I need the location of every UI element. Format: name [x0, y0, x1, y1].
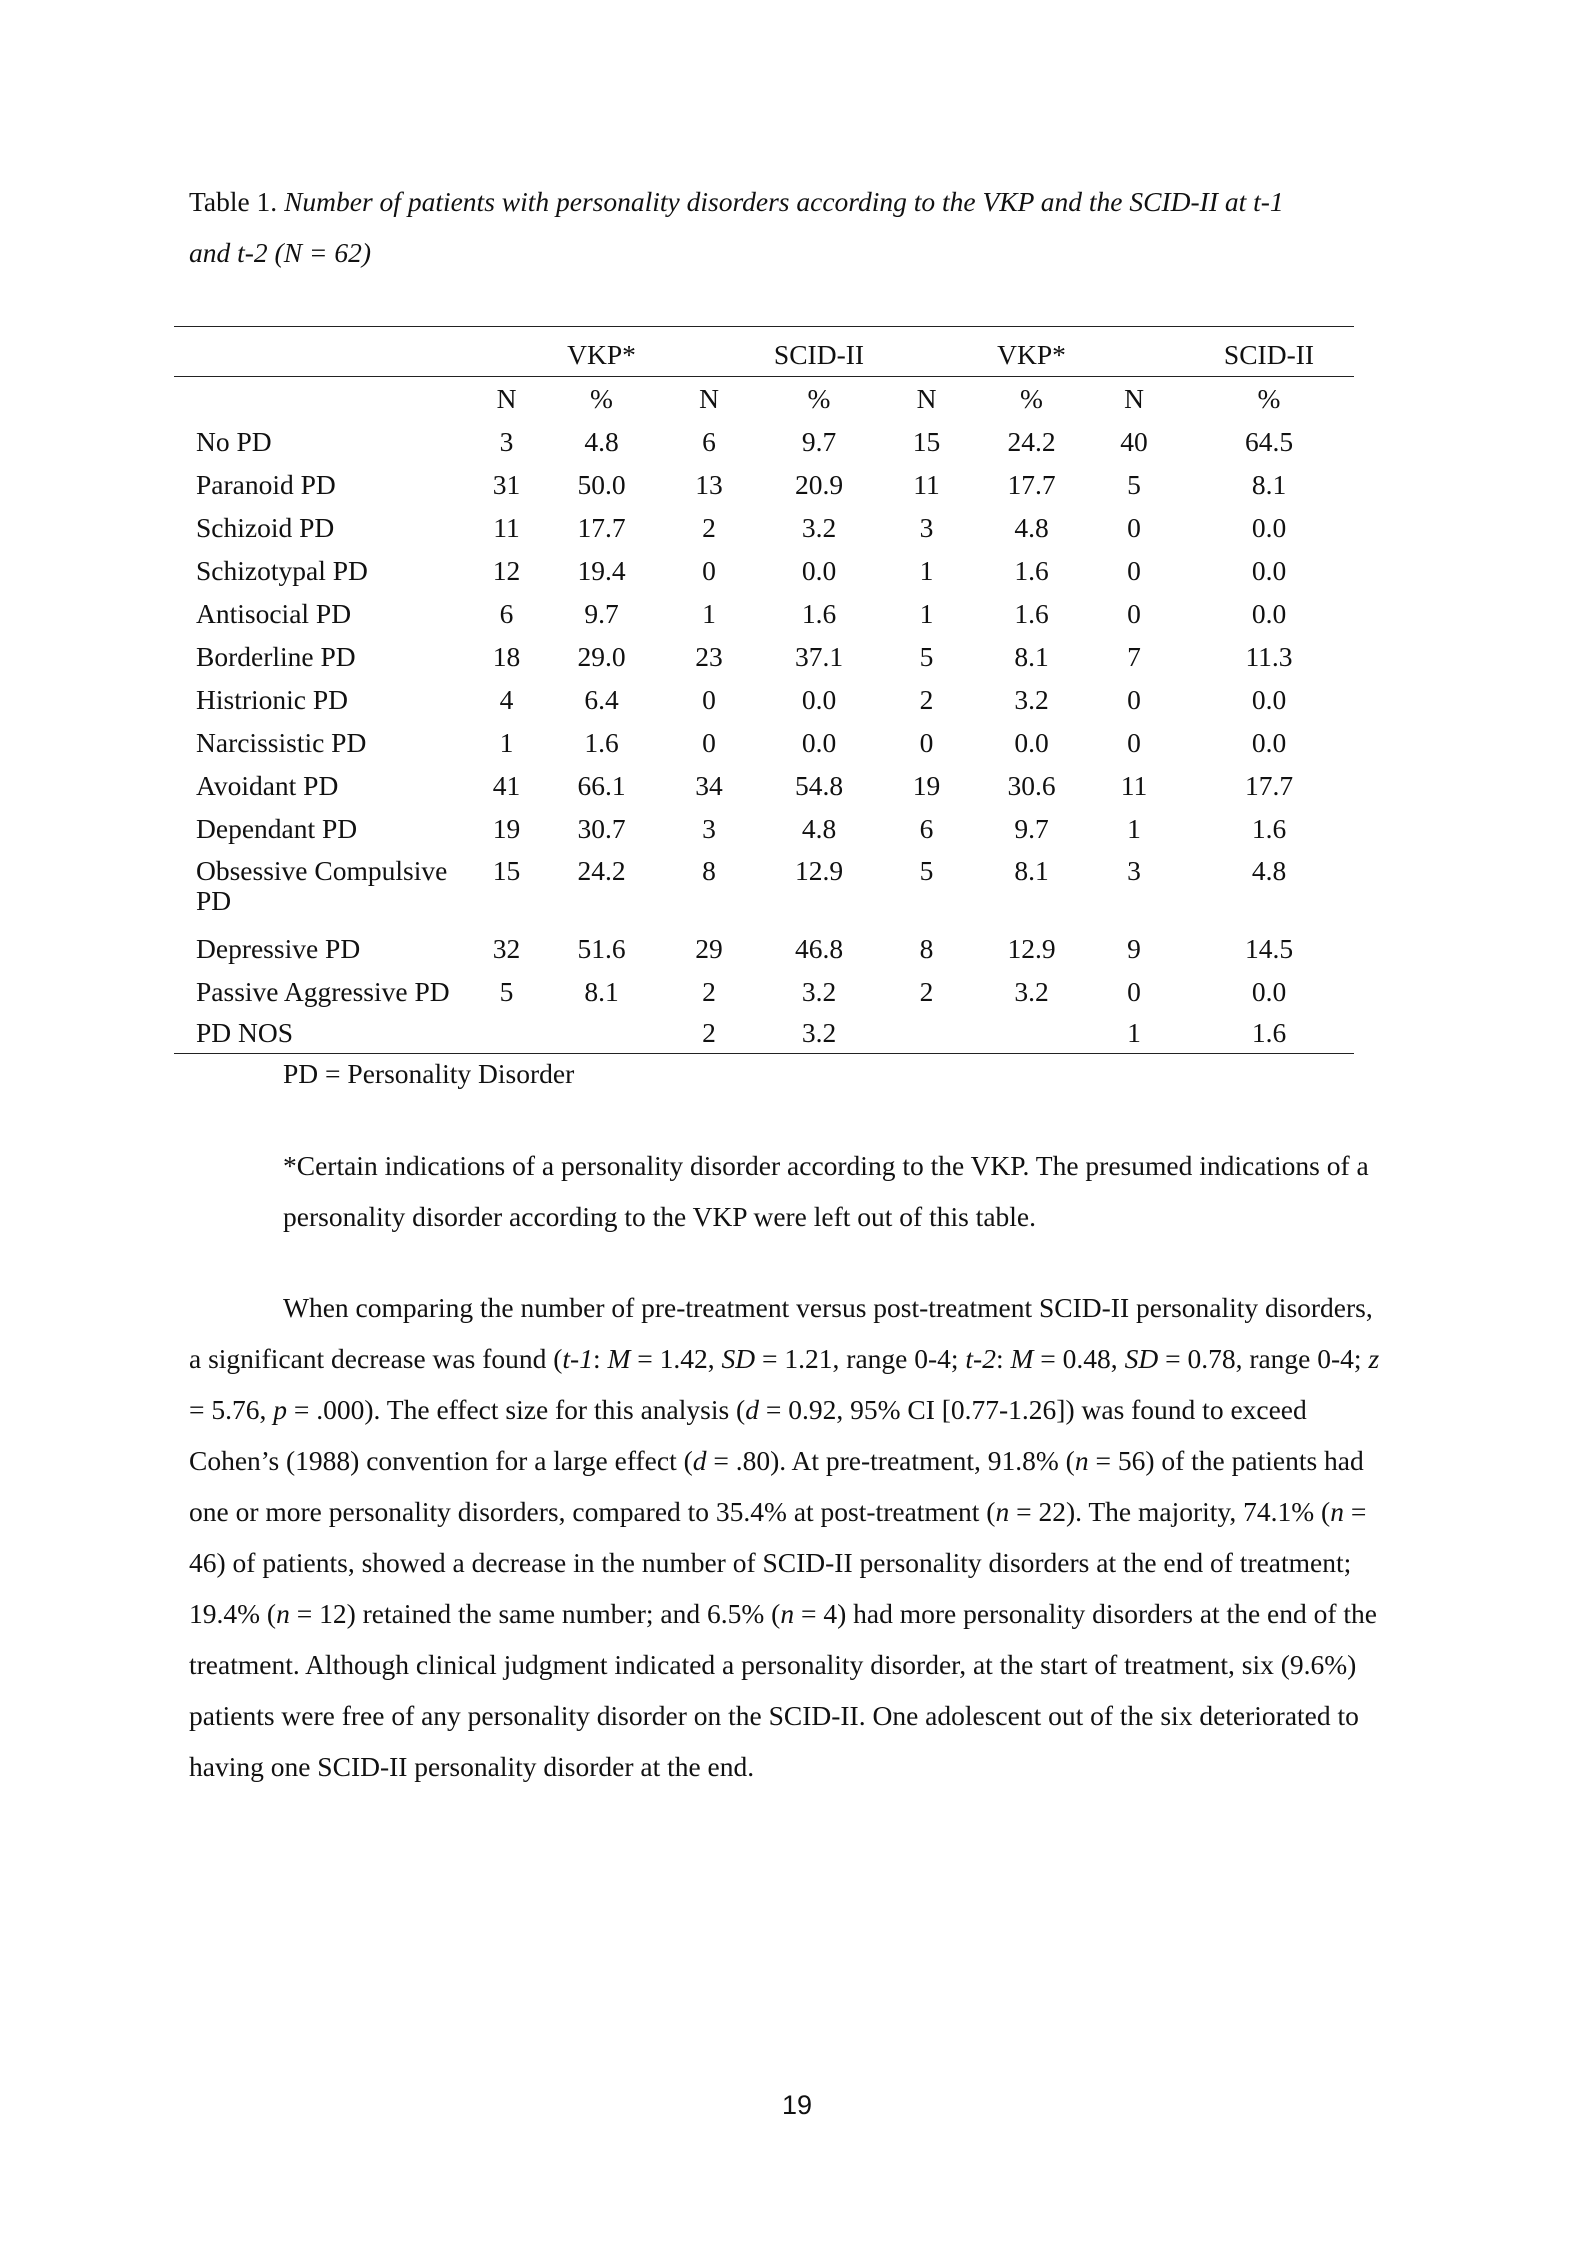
table-cell: 8.1	[1014, 855, 1049, 886]
text-run: M	[607, 1343, 631, 1374]
table-cell: 0	[1127, 555, 1141, 586]
table-cell: 29.0	[577, 641, 626, 672]
text-run: = 12) retained the same number; and 6.5% (	[289, 1598, 781, 1629]
table-cell: 12	[492, 555, 521, 586]
body-paragraph	[189, 1282, 1389, 1792]
table-cell: 2	[702, 512, 716, 543]
table-cell: 19	[492, 813, 521, 844]
table-cell: 4.8	[584, 426, 619, 457]
sub-header: %	[1257, 383, 1281, 414]
table-cell: 0	[702, 684, 716, 715]
row-label: Passive Aggressive PD	[196, 976, 450, 1007]
table-row	[174, 927, 1354, 970]
table-cell: 23	[695, 641, 723, 672]
table-cell: 0	[1127, 598, 1141, 629]
table-cell: 8.1	[1251, 469, 1287, 500]
table-cell: 2	[654, 1013, 764, 1054]
table-cell: 19	[912, 770, 941, 801]
text-run: When comparing the number of pre-treatment versus post-treatment SCID-II personality disorders, a significant decrease was found (	[189, 1292, 1373, 1374]
table-cell: 3	[919, 512, 934, 543]
sub-header: N	[699, 383, 719, 414]
table-cell: 3.2	[801, 512, 837, 543]
table-cell: 0	[702, 727, 716, 758]
table-cell: 11.3	[1245, 641, 1293, 672]
table-cell: 0.0	[801, 555, 837, 586]
table-cell: 1.6	[1014, 555, 1049, 586]
group-header: VKP*	[979, 327, 1084, 377]
table-row	[174, 764, 1354, 807]
text-run: n	[276, 1598, 290, 1629]
table-cell: 0.0	[1251, 512, 1287, 543]
sub-header: %	[1020, 383, 1043, 414]
text-run: SD	[721, 1343, 756, 1374]
row-label	[174, 850, 464, 927]
table-cell: 17.7	[577, 512, 626, 543]
table-cell: 66.1	[577, 770, 626, 801]
sub-header: %	[807, 383, 831, 414]
table-cell: 5	[499, 976, 514, 1007]
group-header: VKP*	[549, 327, 654, 377]
table-note: *Certain indications of a personality disorder according to the VKP. The presumed indications of a personality disorder according to the VKP were left out of this table.	[283, 1150, 1369, 1232]
table-cell: 8	[919, 933, 934, 964]
table-cell: 30.6	[1007, 770, 1056, 801]
table-cell: 12.9	[1007, 933, 1056, 964]
text-run: SD	[1124, 1343, 1159, 1374]
table-cell: 4.8	[801, 813, 837, 844]
table-cell	[549, 1013, 654, 1054]
text-run: d	[745, 1394, 759, 1425]
table-cell: 6.4	[584, 684, 619, 715]
table-cell: 29	[695, 933, 723, 964]
table-cell	[464, 1013, 549, 1054]
table-cell: 1.6	[1014, 598, 1049, 629]
sub-header: %	[590, 383, 613, 414]
table-cell: 0.0	[1251, 684, 1287, 715]
table-cell: 1	[919, 555, 934, 586]
table-footnote: PD = Personality Disorder	[283, 1058, 575, 1089]
table-cell: 11	[493, 512, 520, 543]
table-row	[174, 592, 1354, 635]
table-cell: 0.0	[1014, 727, 1049, 758]
text-run: = .80). At pre-treatment, 91.8% (	[706, 1445, 1075, 1476]
table-cell: 17.7	[1244, 770, 1294, 801]
row-label: Borderline PD	[196, 641, 356, 672]
table-cell: 0.0	[801, 727, 837, 758]
text-run: M	[1010, 1343, 1034, 1374]
table-cell: 5	[919, 641, 934, 672]
text-run: n	[1074, 1445, 1089, 1476]
table-cell: 8.1	[584, 976, 619, 1007]
table-row	[174, 678, 1354, 721]
table-row	[174, 807, 1354, 850]
row-label: Depressive PD	[196, 933, 361, 964]
row-label: Narcissistic PD	[196, 727, 367, 758]
row-label: Histrionic PD	[196, 684, 349, 715]
group-header: SCID-II	[1184, 327, 1354, 377]
text-run: :	[592, 1343, 608, 1374]
table-cell: 3	[702, 813, 716, 844]
table-cell: 51.6	[577, 933, 626, 964]
table-cell: 14.5	[1244, 933, 1294, 964]
table-cell: 3	[1127, 855, 1141, 886]
table-cell: 8.1	[1014, 641, 1049, 672]
table-cell: 4.8	[1251, 855, 1287, 886]
table-row	[174, 850, 1354, 927]
caption-title-cont: and t-2 (N = 62)	[189, 237, 372, 268]
sub-header-row	[174, 377, 1354, 421]
table-cell: 12.9	[794, 855, 844, 886]
table-cell: 5	[1127, 469, 1141, 500]
row-label: Antisocial PD	[196, 598, 352, 629]
text-run: n	[1330, 1496, 1344, 1527]
table-cell: 6	[702, 426, 716, 457]
table-cell: 41	[492, 770, 521, 801]
text-run: :	[995, 1343, 1011, 1374]
table-cell: 46.8	[794, 933, 844, 964]
table-cell: 11	[913, 469, 940, 500]
table-cell: 19.4	[577, 555, 626, 586]
text-run: p	[273, 1394, 288, 1425]
row-label: Paranoid PD	[196, 469, 336, 500]
table-cell: 0	[1127, 727, 1141, 758]
text-run: n	[995, 1496, 1010, 1527]
table-row	[174, 1013, 1354, 1054]
table-cell: 3	[499, 426, 514, 457]
row-label: Schizotypal PD	[196, 555, 368, 586]
sub-header: N	[496, 383, 517, 414]
table-cell: 3.2	[1014, 684, 1049, 715]
table-cell: 9	[1127, 933, 1141, 964]
sub-header: N	[916, 383, 937, 414]
row-label: No PD	[196, 426, 272, 457]
table-cell: 1	[1127, 813, 1141, 844]
text-run: = 1.21, range 0-4;	[755, 1343, 966, 1374]
table-cell: 6	[919, 813, 934, 844]
table-row	[174, 549, 1354, 592]
row-label: Dependant PD	[196, 813, 358, 844]
table-cell: 7	[1127, 641, 1141, 672]
table-cell: 15	[912, 426, 941, 457]
text-run: = 0.48,	[1033, 1343, 1125, 1374]
text-run: = 0.78, range 0-4;	[1158, 1343, 1369, 1374]
table-cell: 32	[492, 933, 521, 964]
table-cell: 17.7	[1007, 469, 1056, 500]
table-cell: 0	[702, 555, 716, 586]
text-run: = 1.42,	[630, 1343, 722, 1374]
text-run: t-1	[562, 1343, 593, 1374]
table-row	[174, 635, 1354, 678]
row-label-line: PD	[196, 885, 232, 916]
table-cell: 9.7	[801, 426, 837, 457]
table-cell: 9.7	[1014, 813, 1049, 844]
sub-header: N	[1124, 383, 1144, 414]
table-cell: 2	[919, 684, 934, 715]
table-cell: 2	[702, 976, 716, 1007]
text-run: = 56) of the patients had one or more personality disorders, compared to 35.4% at post-treatment (	[189, 1445, 1364, 1527]
table-cell: 0	[1127, 684, 1141, 715]
table-cell: 3.2	[1014, 976, 1049, 1007]
table-row	[174, 463, 1354, 506]
text-run: z	[1368, 1343, 1380, 1374]
group-header: SCID-II	[764, 327, 874, 377]
table-cell: 8	[702, 855, 716, 886]
text-run: d	[692, 1445, 707, 1476]
text-run: = 46) of patients, showed a decrease in the number of SCID-II personality disorders at the end of treatment; 19.4% (	[189, 1496, 1367, 1629]
text-run: = 4) had more personality disorders at the end of the treatment. Although clinical judgment indicated a personality disorder, at the start of treatment, six (9.6%) patients were free of any personality disorder on the SCID-II. One adolescent out of the six deteriorated to having one SCID-II personality disorder at the end.	[189, 1598, 1377, 1782]
table-cell: 5	[919, 855, 934, 886]
table-cell: 1	[702, 598, 716, 629]
table-cell: 0	[1127, 976, 1141, 1007]
table-cell: 0.0	[1251, 598, 1287, 629]
table-cell: 0.0	[801, 684, 837, 715]
table-row	[174, 506, 1354, 549]
table-cell: 24.2	[577, 855, 626, 886]
page-number: 19	[781, 2090, 813, 2120]
table-cell: 50.0	[577, 469, 626, 500]
personality-disorder-table	[174, 326, 1354, 1054]
table-cell: 24.2	[1007, 426, 1056, 457]
table-cell: 18	[492, 641, 521, 672]
table-cell: 64.5	[1244, 426, 1294, 457]
table-cell: 13	[695, 469, 723, 500]
caption-title: Number of patients with personality disorders according to the VKP and the SCID-II at t-1	[284, 186, 1284, 217]
table-cell: 1	[1084, 1013, 1184, 1054]
table-cell	[979, 1013, 1084, 1054]
table-cell: 1.6	[584, 727, 619, 758]
table-cell: 1.6	[1251, 813, 1287, 844]
text-run: = 0.92, 95% CI [0.77-1.26]) was found to exceed Cohen’s (1988) convention for a large effect (	[189, 1394, 1307, 1476]
table-cell	[874, 1013, 979, 1054]
text-run: = 5.76,	[189, 1394, 274, 1425]
table-cell: 31	[492, 469, 521, 500]
table-cell: 1	[499, 727, 514, 758]
text-run: = 22). The majority, 74.1% (	[1009, 1496, 1331, 1527]
table-cell: 34	[695, 770, 723, 801]
table-cell: 54.8	[794, 770, 844, 801]
table-cell: 3.2	[801, 976, 837, 1007]
table-cell: 6	[499, 598, 514, 629]
row-label: Schizoid PD	[196, 512, 335, 543]
table-caption	[189, 176, 1409, 278]
table-cell: 9.7	[584, 598, 619, 629]
text-run: t-2	[965, 1343, 996, 1374]
table-cell: 11	[1120, 770, 1148, 801]
table-cell: 1.6	[1184, 1013, 1354, 1054]
table-cell: 0	[1127, 512, 1141, 543]
row-label-line: Obsessive Compulsive	[196, 855, 448, 886]
table-cell: 2	[919, 976, 934, 1007]
table-cell: 4	[499, 684, 514, 715]
table-cell: 15	[492, 855, 521, 886]
table-cell: 0	[919, 727, 934, 758]
table-cell: 4.8	[1014, 512, 1049, 543]
table-cell: 0.0	[1251, 976, 1287, 1007]
table-row	[174, 420, 1354, 463]
caption-prefix: Table 1.	[189, 186, 285, 217]
row-label: PD NOS	[174, 1013, 464, 1054]
text-run: = .000). The effect size for this analysis (	[287, 1394, 746, 1425]
row-label: Avoidant PD	[196, 770, 339, 801]
text-run: n	[780, 1598, 795, 1629]
table-cell: 0.0	[1251, 727, 1287, 758]
table-cell: 0.0	[1251, 555, 1287, 586]
table-cell: 30.7	[577, 813, 626, 844]
table-cell: 37.1	[794, 641, 844, 672]
table-cell: 1	[919, 598, 934, 629]
table-cell: 40	[1120, 426, 1148, 457]
table-row	[174, 970, 1354, 1013]
table-cell: 3.2	[764, 1013, 874, 1054]
table-cell: 20.9	[794, 469, 844, 500]
table-cell: 1.6	[801, 598, 837, 629]
group-header-row	[174, 327, 1354, 377]
table-row	[174, 721, 1354, 764]
